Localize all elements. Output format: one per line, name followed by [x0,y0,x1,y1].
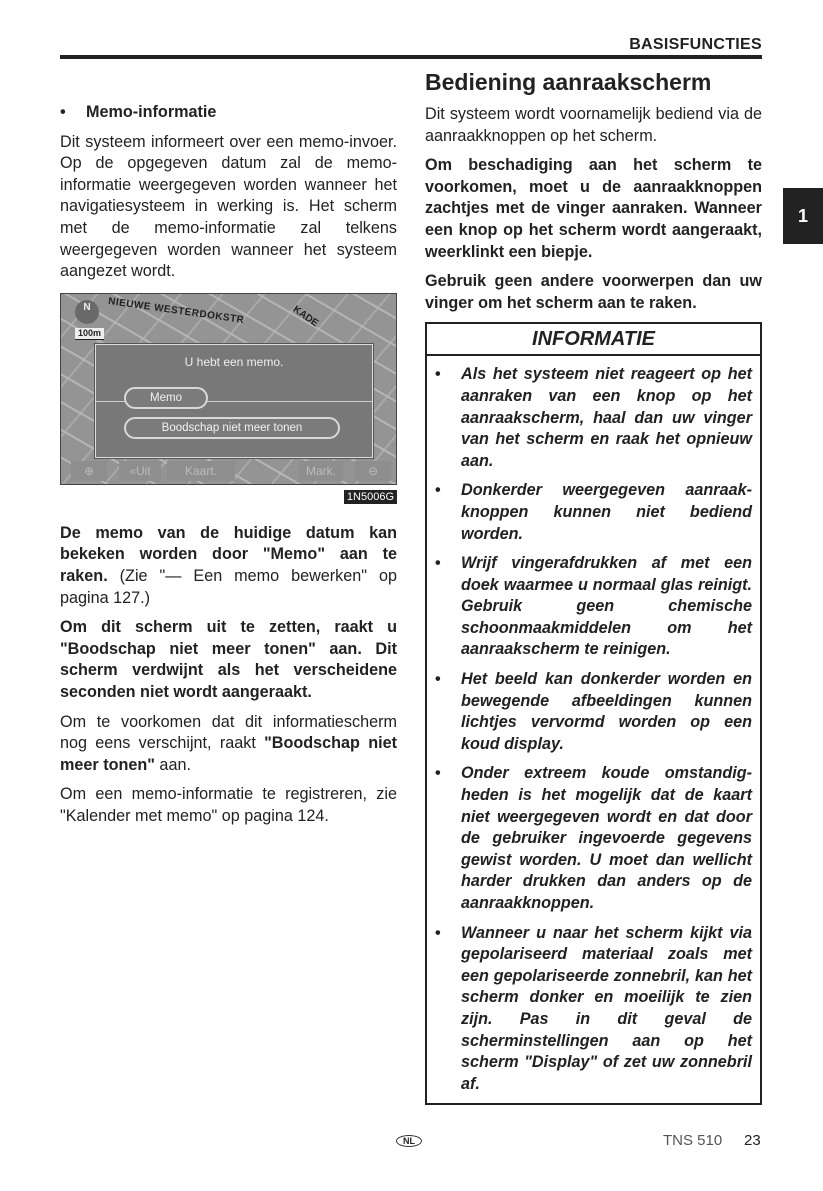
bold-text: "Boodschap niet meer tonen" [60,734,397,774]
info-text: Donkerder weergegeven aanraak-knoppen kunnen niet bediend worden. [461,481,752,543]
zoom-out-button[interactable]: ⊖ [355,461,391,481]
text: aan. [154,755,191,774]
info-text: Onder extreem koude omstandig-heden is het mogelijk dat de kaart niet weergegeven wordt en dat door de gebruiker ingevoerde gegevens gewist worden. U moet dan wellicht harder drukken dan anders op de aanraakknoppen. [461,764,752,912]
section-title: Bediening aanraakscherm [425,69,712,95]
bullet: • [435,764,441,783]
kaart-button[interactable]: Kaart. [167,461,235,481]
street-label-kade: KADE [290,303,321,330]
paragraph-prevent [60,712,397,777]
paragraph-caution-2 [425,271,762,314]
info-item [435,669,752,755]
bullet: • [435,554,441,573]
map-button-bar [71,461,390,481]
map-scale: 100m [75,328,104,340]
memo-button[interactable]: Memo [124,387,208,409]
intro-paragraph: Dit systeem informeert over een memo-invoer. Op de opgegeven datum zal de memo-informatie weergegeven worden wanneer het navigatiesysteem in werking is. Het scherm met de memo-informatie zal telkens weergegeven worden wanneer het systeem aangezet wordt. [60,132,397,281]
left-column [60,102,397,835]
info-text: Wrijf vingerafdrukken af met een doek waarmee u normaal glas reinigt. Gebruik geen chemische schoonmaakmiddelen om het aanraakscherm te reinigen. [461,554,752,659]
info-text: Het beeld kan donkerder worden en bewegende afbeeldingen kunnen lichtjes vervormd worden op een koud display. [461,670,752,753]
information-box [425,322,762,1105]
text: Om te voorkomen dat dit informatiescherm nog eens verschijnt, raakt [60,712,397,753]
paragraph-caution [425,155,762,263]
model-name: TNS 510 [663,1132,723,1149]
memo-info-heading [60,102,397,124]
info-item [435,480,752,545]
text: (Zie "— Een memo bewerken" op pagina 127.) [60,566,397,607]
paragraph-register: Om een memo-informatie te registreren, zie "Kalender met memo" op pagina 124. [60,785,397,825]
bold-text: De memo van de huidige datum kan bekeken worden door "Memo" aan te raken. [60,523,397,585]
info-item [435,553,752,661]
right-column [425,68,762,1105]
info-text: Wanneer u naar het scherm kijkt via gepolariseerd materiaal zoals met een gepolariseerde zonnebril, kan het scherm donker en moeilijk te zien zijn. Pas in dit geval de scherminstellingen aan op het scherm "Display" of zet uw zonnebril af. [461,923,752,1093]
header-rule [60,55,762,59]
bullet: • [435,923,441,942]
language-badge: NL [396,1135,422,1147]
bold-text: Gebruik geen andere voorwerpen dan uw vinger om het scherm aan te raken. [425,272,762,312]
paragraph-memo-view [60,523,397,609]
bullet: • [435,481,441,500]
dismiss-memo-button[interactable]: Boodschap niet meer tonen [124,417,340,439]
bold-text: Om dit scherm uit te zetten, raakt u "Boodschap niet meer tonen" aan. Dit scherm verdwijnt als het verscheidene seconden niet wordt aangeraakt. [60,618,397,701]
bullet: • [435,670,441,689]
heading-text: Memo-informatie [86,103,217,121]
chapter-tab: 1 [783,188,823,244]
figure-id-label: 1N5006G [344,490,397,504]
page-number: 23 [744,1132,761,1149]
compass-icon: N [75,300,99,324]
section-header: BASISFUNCTIES [629,36,762,53]
memo-dialog [95,344,373,458]
information-list [427,356,760,1095]
bullet: • [60,103,66,121]
paragraph-dismiss [60,617,397,703]
zoom-in-button[interactable]: ⊕ [71,461,107,481]
uit-button[interactable]: «Uit [119,461,161,481]
bold-text: Om beschadiging aan het scherm te voorkomen, moet u de aanraakknoppen zachtjes met de vinger aanraken. Wanneer een knop op het scherm wordt aangeraakt, weerklinkt een biepje. [425,156,762,261]
information-title: INFORMATIE [427,324,760,356]
info-item [435,364,752,472]
info-text: Als het systeem niet reageert op het aanraken van een knop op het aanraakscherm, haal dan uw vinger van het scherm en raak het opnieuw aan. [461,365,752,470]
street-label: NIEUWE WESTERDOKSTR [107,295,245,326]
info-item [435,763,752,914]
dialog-title: U hebt een memo. [184,354,284,369]
bullet: • [435,365,441,384]
mark-button[interactable]: Mark. [299,461,343,481]
paragraph-intro: Dit systeem wordt voornamelijk bediend via de aanraakknoppen op het scherm. [425,105,762,145]
info-item [435,923,752,1096]
figure-id [60,487,397,505]
memo-screenshot [60,293,397,485]
